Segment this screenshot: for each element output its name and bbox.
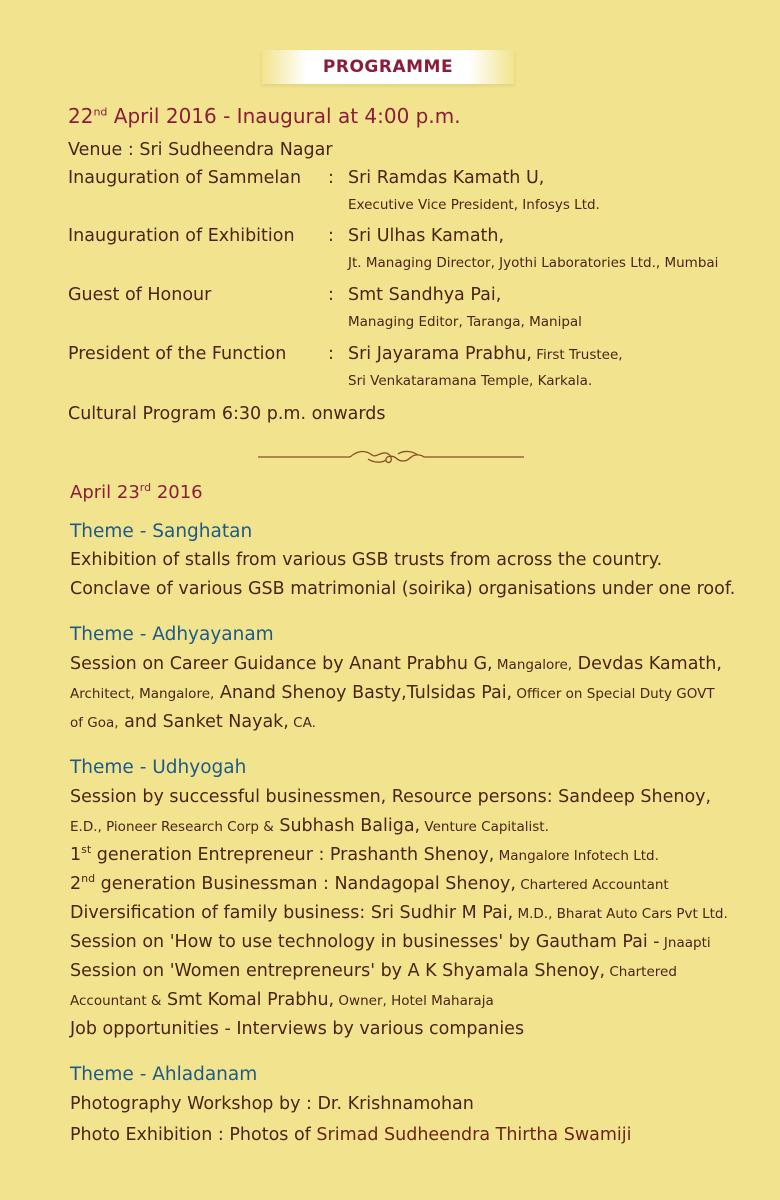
- row-colon: :: [328, 344, 334, 364]
- programme-banner: [262, 50, 514, 84]
- cultural-program: Cultural Program 6:30 p.m. onwards: [68, 404, 386, 424]
- sanghatan-line-1: Exhibition of stalls from various GSB trusts from across the country.: [70, 550, 663, 570]
- udhyogah-line-7: Session on 'Women entrepreneurs' by A K Shyamala Shenoy, Chartered: [70, 961, 677, 981]
- row-label: Guest of Honour: [68, 285, 212, 305]
- theme-udhyogah-title: Theme - Udhyogah: [70, 757, 247, 778]
- flourish-divider-icon: [258, 446, 524, 468]
- day1-heading: 22nd April 2016 - Inaugural at 4:00 p.m.: [68, 104, 461, 128]
- udhyogah-line-6: Session on 'How to use technology in businesses' by Gautham Pai - Jnaapti: [70, 932, 711, 952]
- row-label: Inauguration of Sammelan: [68, 168, 302, 188]
- udhyogah-line-2: E.D., Pioneer Research Corp & Subhash Baliga, Venture Capitalist.: [70, 816, 549, 836]
- udhyogah-line-9: Job opportunities - Interviews by various companies: [70, 1019, 525, 1039]
- udhyogah-line-5: Diversification of family business: Sri Sudhir M Pai, M.D., Bharat Auto Cars Pvt Ltd.: [70, 903, 728, 923]
- udhyogah-line-1: Session by successful businessmen, Resource persons: Sandeep Shenoy,: [70, 787, 712, 807]
- row-detail: Sri Venkataramana Temple, Karkala.: [348, 373, 593, 389]
- adhyayanam-line-3: of Goa, and Sanket Nayak, CA.: [70, 712, 316, 732]
- theme-adhyayanam-title: Theme - Adhyayanam: [70, 624, 274, 645]
- adhyayanam-line-2: Architect, Mangalore, Anand Shenoy Basty,Tulsidas Pai, Officer on Special Duty GOVT: [70, 683, 715, 703]
- row-label: President of the Function: [68, 344, 287, 364]
- day2-heading: April 23rd 2016: [70, 481, 203, 503]
- row-label: Inauguration of Exhibition: [68, 226, 295, 246]
- row-colon: :: [328, 285, 334, 305]
- udhyogah-line-4: 2nd generation Businessman : Nandagopal Shenoy, Chartered Accountant: [70, 872, 669, 894]
- theme-sanghatan-title: Theme - Sanghatan: [70, 521, 253, 542]
- row-detail: Jt. Managing Director, Jyothi Laboratories Ltd., Mumbai: [348, 255, 719, 271]
- adhyayanam-line-1: Session on Career Guidance by Anant Prabhu G, Mangalore, Devdas Kamath,: [70, 654, 722, 674]
- sanghatan-line-2: Conclave of various GSB matrimonial (soirika) organisations under one roof.: [70, 579, 736, 599]
- row-colon: :: [328, 226, 334, 246]
- theme-ahladanam-title: Theme - Ahladanam: [70, 1064, 258, 1085]
- row-detail: Managing Editor, Taranga, Manipal: [348, 314, 582, 330]
- ahladanam-line-1: Photography Workshop by : Dr. Krishnamohan: [70, 1094, 474, 1114]
- page-title: PROGRAMME: [322, 57, 454, 77]
- ahladanam-line-2: Photo Exhibition : Photos of Srimad Sudheendra Thirtha Swamiji: [70, 1125, 632, 1145]
- row-detail: Executive Vice President, Infosys Ltd.: [348, 197, 600, 213]
- row-colon: :: [328, 168, 334, 188]
- row-name: Sri Ramdas Kamath U,: [348, 168, 545, 188]
- udhyogah-line-3: 1st generation Entrepreneur : Prashanth Shenoy, Mangalore Infotech Ltd.: [70, 843, 659, 865]
- udhyogah-line-8: Accountant & Smt Komal Prabhu, Owner, Hotel Maharaja: [70, 990, 494, 1010]
- row-name: Sri Jayarama Prabhu, First Trustee,: [348, 344, 623, 364]
- venue: Venue : Sri Sudheendra Nagar: [68, 140, 333, 160]
- row-name: Smt Sandhya Pai,: [348, 285, 502, 305]
- row-name: Sri Ulhas Kamath,: [348, 226, 505, 246]
